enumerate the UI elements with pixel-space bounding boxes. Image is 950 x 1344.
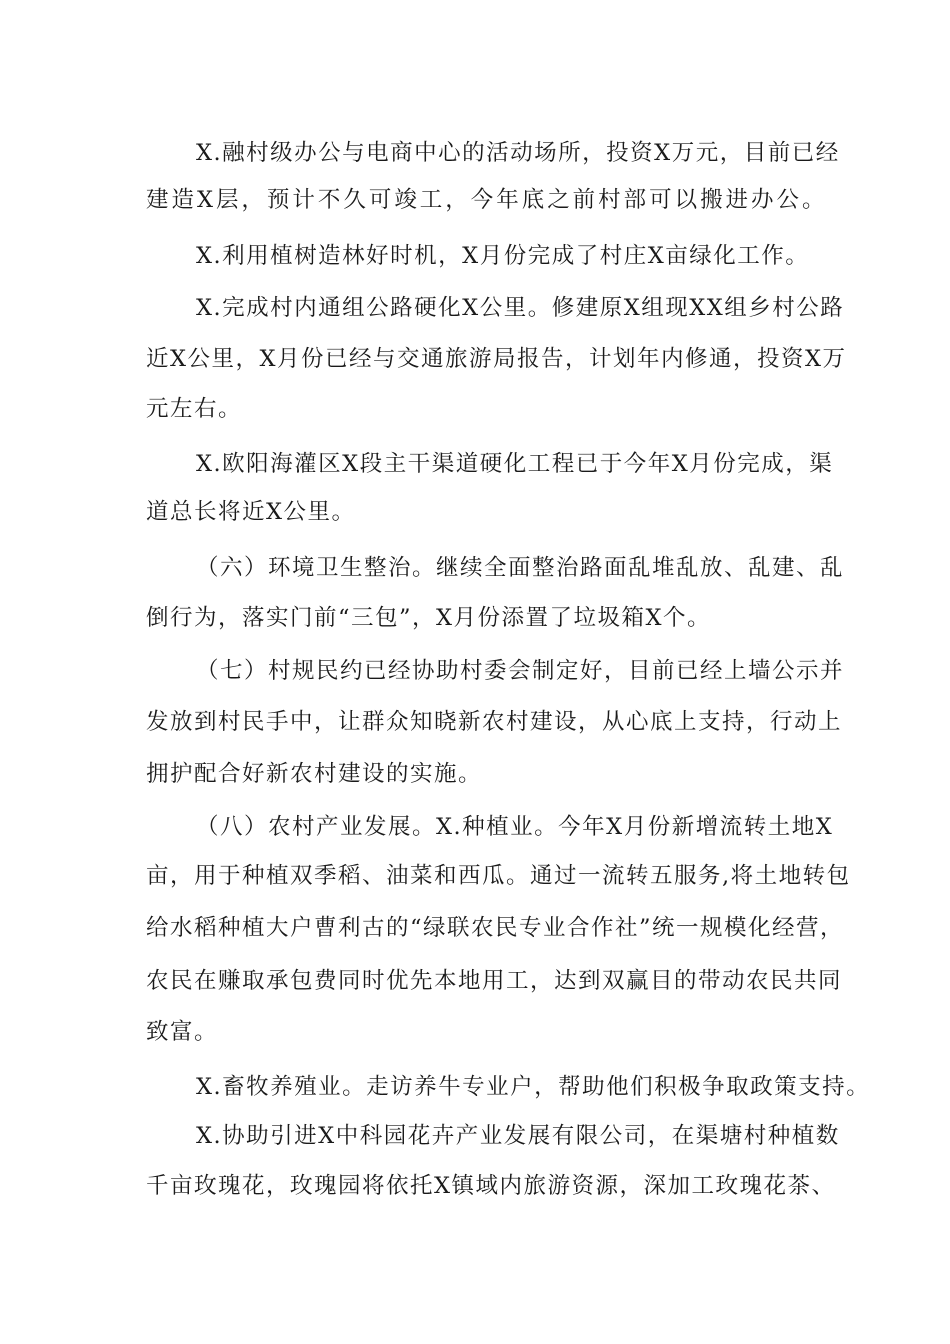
paragraph-line: 致富。 — [146, 1019, 219, 1045]
paragraph-line: 给水稻种植大户曹利古的“绿联农民专业合作社”统一规模化经营， — [146, 915, 845, 941]
paragraph-line: 发放到村民手中，让群众知晓新农村建设，从心底上支持，行动上 — [146, 709, 843, 735]
paragraph-line: 元左右。 — [146, 396, 243, 422]
paragraph-line: 近X公里，X月份已经与交通旅游局报告，计划年内修通，投资X万 — [146, 346, 847, 372]
paragraph-line: 拥护配合好新农村建设的实施。 — [146, 761, 483, 787]
paragraph-line: 倒行为，落实门前“三包”，X月份添置了垃圾箱X个。 — [146, 605, 712, 631]
paragraph-line: 亩，用于种植双季稻、油菜和西瓜。通过一流转五服务,将土地转包 — [146, 863, 851, 889]
paragraph-line: X.欧阳海灌区X段主干渠道硬化工程已于今年X月份完成，渠 — [196, 451, 834, 477]
paragraph-line: X.利用植树造林好时机，X月份完成了村庄X亩绿化工作。 — [196, 243, 810, 269]
paragraph-line: （六）环境卫生整治。继续全面整治路面乱堆乱放、乱建、乱 — [196, 555, 845, 581]
paragraph-line: 千亩玫瑰花，玫瑰园将依托X镇域内旅游资源，深加工玫瑰花茶、 — [146, 1173, 836, 1199]
paragraph-line: X.完成村内通组公路硬化X公里。修建原X组现XX组乡村公路 — [196, 295, 845, 321]
paragraph-line: X.融村级办公与电商中心的活动场所，投资X万元，目前已经 — [196, 140, 840, 166]
paragraph-line: X.协助引进X中科园花卉产业发展有限公司，在渠塘村种植数 — [196, 1123, 840, 1149]
paragraph-line: 农民在赚取承包费同时优先本地用工，达到双赢目的带动农民共同 — [146, 968, 843, 994]
paragraph-line: 道总长将近X公里。 — [146, 499, 356, 525]
paragraph-line: （八）农村产业发展。X.种植业。今年X月份新增流转土地X — [196, 814, 834, 840]
paragraph-line: 建造X层，预计不久可竣工，今年底之前村部可以搬进办公。 — [146, 187, 826, 213]
paragraph-line: X.畜牧养殖业。走访养牛专业户，帮助他们积极争取政策支持。 — [196, 1074, 871, 1100]
paragraph-line: （七）村规民约已经协助村委会制定好，目前已经上墙公示并 — [196, 658, 845, 684]
